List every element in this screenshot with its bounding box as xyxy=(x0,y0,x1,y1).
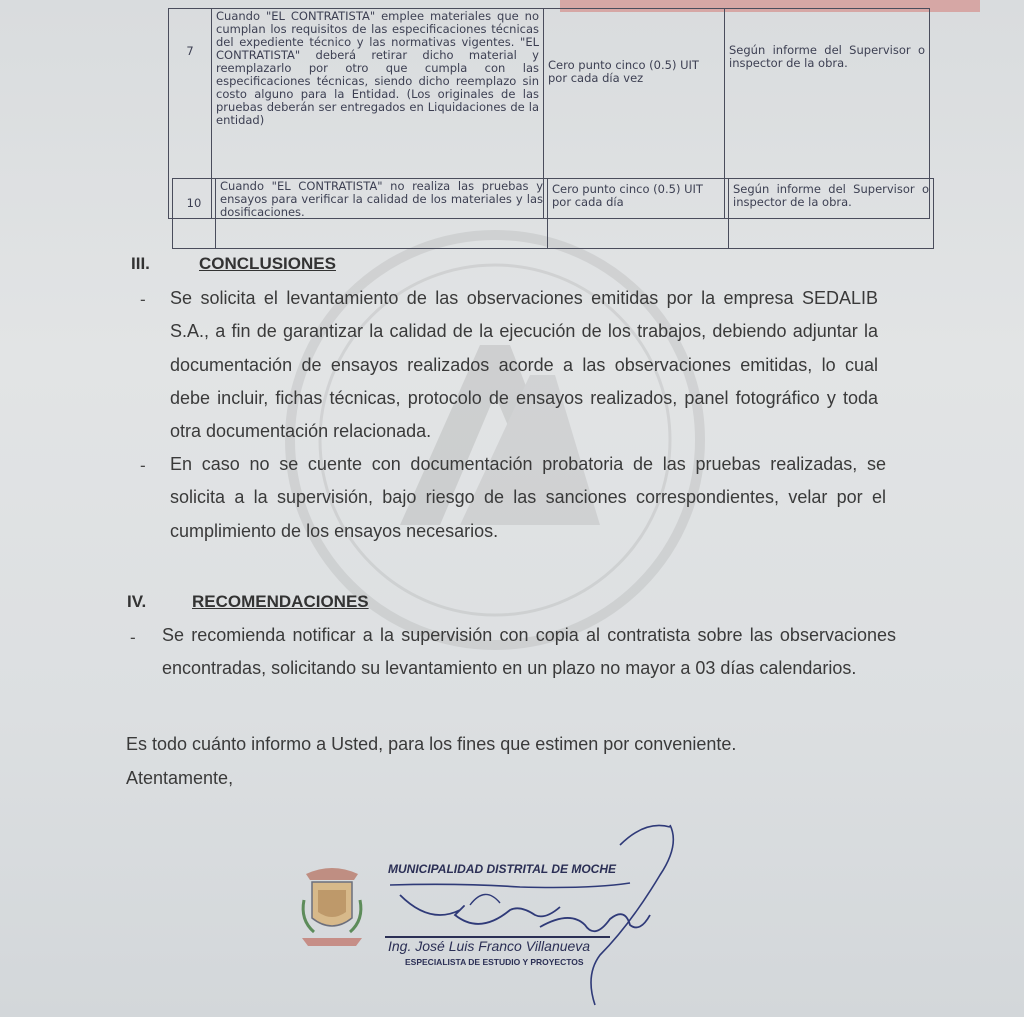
closing-salutation: Atentamente, xyxy=(126,768,234,788)
conclusion-paragraph-2: En caso no se cuente con documentación probatoria de las pruebas realizadas, se solicita a la supervisión, bajo riesgo de las sanciones correspondientes, velar por el cumplimiento de los ensayos necesarios. xyxy=(170,454,886,541)
signer-role: ESPECIALISTA DE ESTUDIO Y PROYECTOS xyxy=(405,957,584,967)
bullet-mark: - xyxy=(140,456,146,475)
section-3-numeral: III. xyxy=(131,254,150,273)
recommendation-paragraph: Se recomienda notificar a la supervisión con copia al contratista sobre las observaciones encontradas, solicitando su levantamiento en un plazo no mayor a 03 días calendarios. xyxy=(162,625,896,679)
section-3-title: CONCLUSIONES xyxy=(199,254,336,273)
penalty-table-row-10 xyxy=(172,178,934,249)
row-penalty: Cero punto cinco (0.5) UIT por cada día vez xyxy=(544,9,725,219)
conclusion-paragraph-1: Se solicita el levantamiento de las observaciones emitidas por la empresa SEDALIB S.A., a fin de garantizar la calidad de la ejecución de los trabajos, debiendo adjuntar la documentación de ensayos realizados acorde a las observaciones emitidas, lo cual debe incluir, fichas técnicas, protocolo de ensayos realizados, panel fotográfico y toda otra documentación relacionada. xyxy=(170,288,878,442)
stamp-institution: MUNICIPALIDAD DISTRITAL DE MOCHE xyxy=(388,862,616,876)
row-description: Cuando "EL CONTRATISTA" no realiza las pruebas y ensayos para verificar la calidad de los materiales y las dosificaciones. xyxy=(216,179,548,249)
section-4-numeral: IV. xyxy=(127,592,147,611)
bullet-mark: - xyxy=(130,628,136,647)
row-verification: Según informe del Supervisor o inspector de la obra. xyxy=(725,9,930,219)
signer-name: Ing. José Luis Franco Villanueva xyxy=(388,938,591,954)
bullet-mark: - xyxy=(140,290,146,309)
row-number: 10 xyxy=(173,179,216,249)
closing-sentence: Es todo cuánto informo a Usted, para los fines que estimen por conveniente. xyxy=(126,734,737,754)
section-4-title: RECOMENDACIONES xyxy=(192,592,369,611)
municipal-coat-of-arms-icon xyxy=(296,860,368,952)
handwritten-signature xyxy=(370,815,690,1015)
row-description: Cuando "EL CONTRATISTA" emplee materiales que no cumplan los requisitos de las especificaciones técnicas del expediente técnico y las normativas vigentes. "EL CONTRATISTA" deberá retirar dicho material y reemplazarlo por otro que cumpla con las especificaciones técnicas, siendo dicho reemplazo sin costo alguno para la Entidad. (Los originales de las pruebas deberán ser entregados en Liquidaciones de la entidad) xyxy=(212,9,544,219)
row-number: 7 xyxy=(169,9,212,219)
row-verification: Según informe del Supervisor o inspector de la obra. xyxy=(729,179,934,249)
row-penalty: Cero punto cinco (0.5) UIT por cada día xyxy=(548,179,729,249)
